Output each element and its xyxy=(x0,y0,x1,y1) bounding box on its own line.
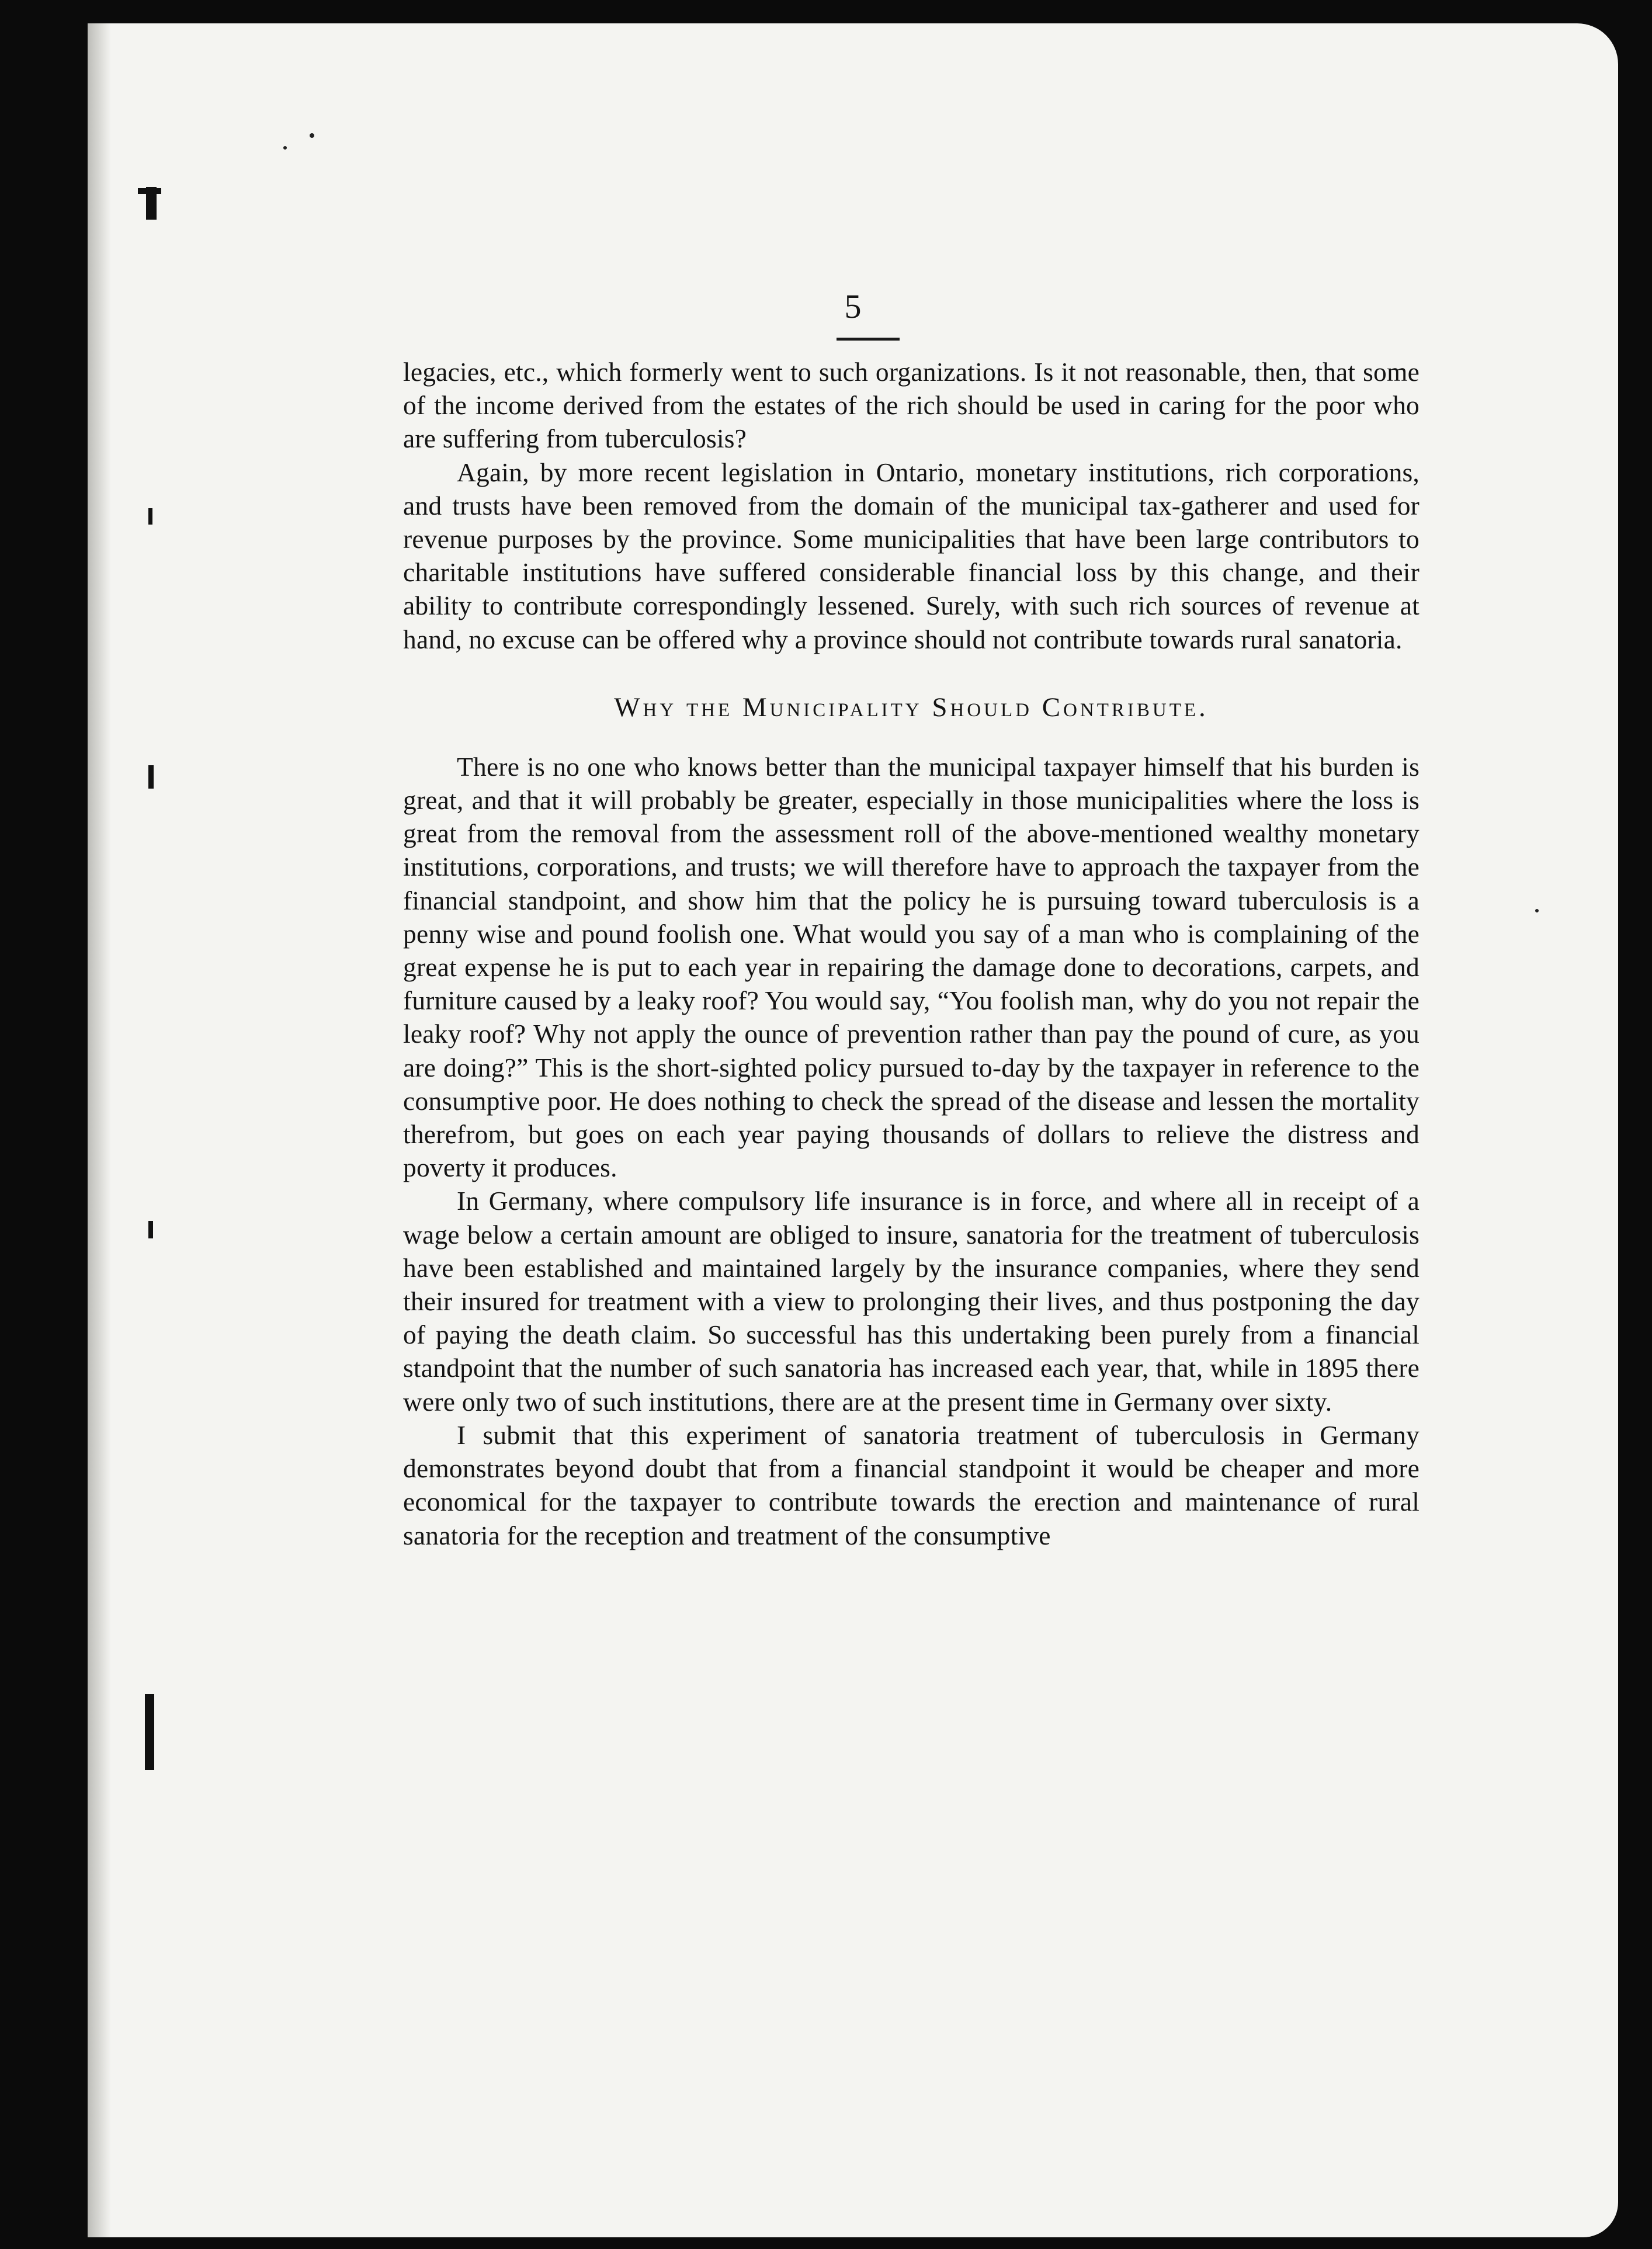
binding-mark xyxy=(148,1221,153,1238)
section-heading: Why the Municipality Should Contribute. xyxy=(614,692,1209,723)
page-number-rule xyxy=(837,338,900,341)
binding-mark xyxy=(148,765,154,789)
binding-mark xyxy=(148,508,152,525)
ink-speck xyxy=(1535,909,1539,912)
paragraph: legacies, etc., which formerly went to such organizations. Is it not reasonable, then, that some of the income derived from the estates of the rich should be used in caring for the poor who are suffering from tuberculosis? xyxy=(403,357,1420,454)
body-text xyxy=(403,355,1420,1552)
paragraph: I submit that this experiment of sanatoria treatment of tuberculosis in Germany demonstrates beyond doubt that from a financial standpoint it would be cheaper and more economical for the taxpayer to contribute towards the erection and maintenance of rural sanatoria for the reception and treatment of the consumptive xyxy=(403,1419,1420,1550)
gutter-shadow xyxy=(88,23,111,2237)
binding-mark xyxy=(138,188,161,194)
binding-mark xyxy=(145,1694,154,1770)
ink-speck xyxy=(283,146,287,150)
document-page xyxy=(88,23,1618,2237)
ink-speck xyxy=(310,133,314,138)
paragraph: There is no one who knows better than the municipal taxpayer himself that his burden is great, and that it will probably be greater, especially in those municipalities where the loss is great from the removal from the assessment roll of the above-mentioned wealthy monetary institutions, corporations, and trusts; we will therefore have to approach the taxpayer from the financial standpoint, and show him that the policy he is pursuing toward tuberculosis is a penny wise and pound foolish one. What would you say of a man who is complaining of the great expense he is put to each year in repairing the damage done to decorations, carpets, and furniture caused by a leaky roof? You would say, “You foolish man, why do you not repair the leaky roof? Why not apply the ounce of prevention rather than pay the pound of cure, as you are doing?” This is the short-sighted policy pursued to-day by the taxpayer in reference to the consumptive poor. He does nothing to check the spread of the disease and lessen the mortality therefrom, but goes on each year paying thousands of dollars to relieve the distress and poverty it produces. xyxy=(403,751,1420,1183)
paragraph: In Germany, where compulsory life insurance is in force, and where all in receipt of a wage below a certain amount are obliged to insure, sanatoria for the treatment of tuberculosis have been established and maintained largely by the insurance companies, where they send their insured for treatment with a view to prolonging their lives, and thus postponing the day of paying the death claim. So successful has this undertaking been purely from a financial standpoint that the number of such sanatoria has increased each year, that, while in 1895 there were only two of such institutions, there are at the present time in Germany over sixty. xyxy=(403,1186,1420,1417)
paragraph: Again, by more recent legislation in Ontario, monetary institutions, rich corporations, and trusts have been removed from the domain of the municipal tax-gatherer and used for revenue purposes by the province. Some municipalities that have been large contributors to charitable institutions have suffered considerable financial loss by this change, and their ability to contribute correspondingly lessened. Surely, with such rich sources of revenue at hand, no excuse can be offered why a province should not contribute towards rural sanatoria. xyxy=(403,457,1420,654)
page-number: 5 xyxy=(844,287,862,325)
